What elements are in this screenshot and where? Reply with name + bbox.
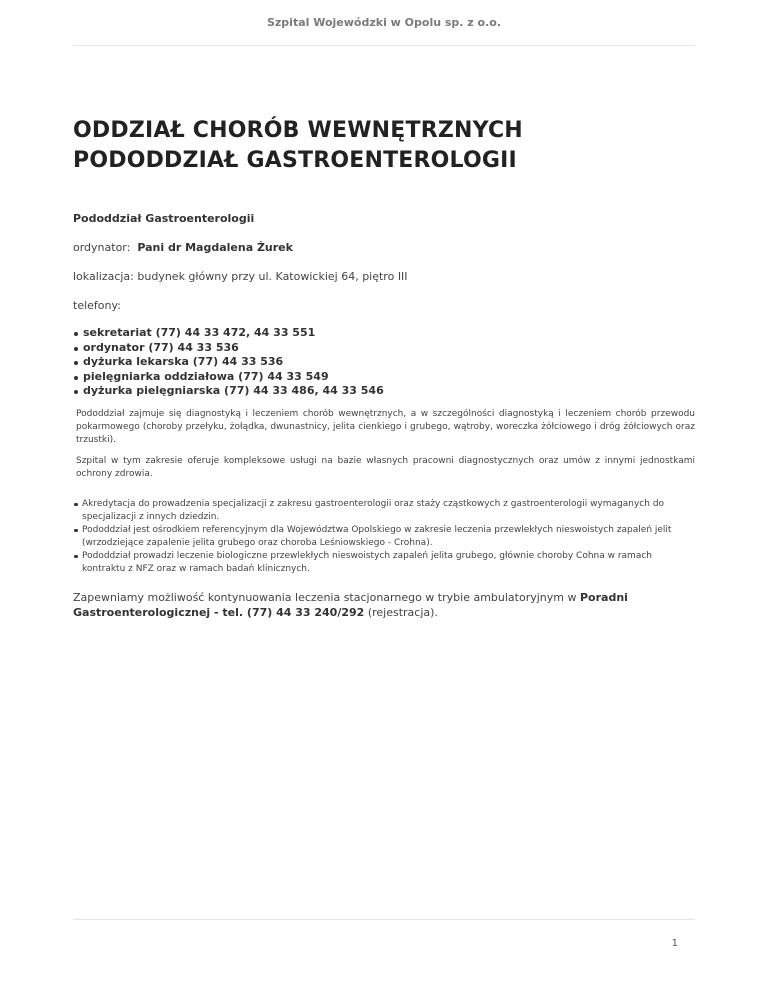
closing-tail: (rejestracja).: [364, 605, 438, 619]
clinic-contact: Poradni Gastroenterologicznej - tel. (77) 44 33 240/292: [73, 590, 628, 619]
list-item: pielęgniarka oddziałowa (77) 44 33 549: [73, 370, 695, 385]
document-content: [73, 116, 695, 620]
phone-list: [73, 326, 695, 399]
subdepartment-name: Pododdział Gastroenterologii: [73, 212, 255, 225]
header-divider: [73, 45, 695, 46]
ordynator-name: Pani dr Magdalena Żurek: [137, 241, 293, 254]
location-text: lokalizacja: budynek główny przy ul. Katowickiej 64, piętro III: [73, 270, 408, 283]
description-paragraph: Szpital w tym zakresie oferuje kompleksowe usługi na bazie własnych pracowni diagnostycznych oraz umów z innymi jednostkami ochrony zdrowia.: [76, 455, 695, 479]
list-item: Akredytacja do prowadzenia specjalizacji z zakresu gastroenterologii oraz staży cząstkowych z gastroenterologii wymaganych do specjalizacji z innych dziedzin.: [73, 498, 695, 524]
list-item: dyżurka lekarska (77) 44 33 536: [73, 355, 695, 370]
closing-text: Zapewniamy możliwość kontynuowania leczenia stacjonarnego w trybie ambulatoryjnym w: [73, 590, 580, 604]
list-item: Pododdział prowadzi leczenie biologiczne przewlekłych nieswoistych zapaleń jelita grubego, głównie choroby Cohna w ramach kontraktu z NFZ oraz w ramach badań klinicznych.: [73, 550, 695, 576]
list-item: ordynator (77) 44 33 536: [73, 341, 695, 356]
page-header: Szpital Wojewódzki w Opolu sp. z o.o.: [266, 16, 502, 29]
closing-paragraph: [73, 590, 695, 620]
list-item: sekretariat (77) 44 33 472, 44 33 551: [73, 326, 695, 341]
footer-divider: [73, 919, 695, 920]
page-title: ODDZIAŁ CHORÓB WEWNĘTRZNYCH PODODDZIAŁ GASTROENTEROLOGII: [73, 118, 523, 173]
description-paragraph: Pododdział zajmuje się diagnostyką i leczeniem chorób wewnętrznych, a w szczególności diagnostyką i leczeniem chorób przewodu pokarmowego (choroby przełyku, żołądka, dwunastnicy, jelita cienkiego i grubego, wątroby, woreczka żółciowego i dróg żółciowych oraz trzustki).: [76, 408, 695, 445]
list-item: Pododdział jest ośrodkiem referencyjnym dla Województwa Opolskiego w zakresie leczenia przewlekłych nieswoistych zapaleń jelit (wrzodziejące zapalenie jelita grubego oraz choroba Leśniowskiego - Crohna).: [73, 524, 695, 550]
list-item: dyżurka pielęgniarska (77) 44 33 486, 44 33 546: [73, 384, 695, 399]
phones-label: telefony:: [73, 299, 121, 312]
page-number: 1: [671, 938, 678, 949]
ordynator-row: [73, 241, 695, 254]
feature-list: [73, 498, 695, 576]
ordynator-label: ordynator:: [73, 241, 131, 254]
